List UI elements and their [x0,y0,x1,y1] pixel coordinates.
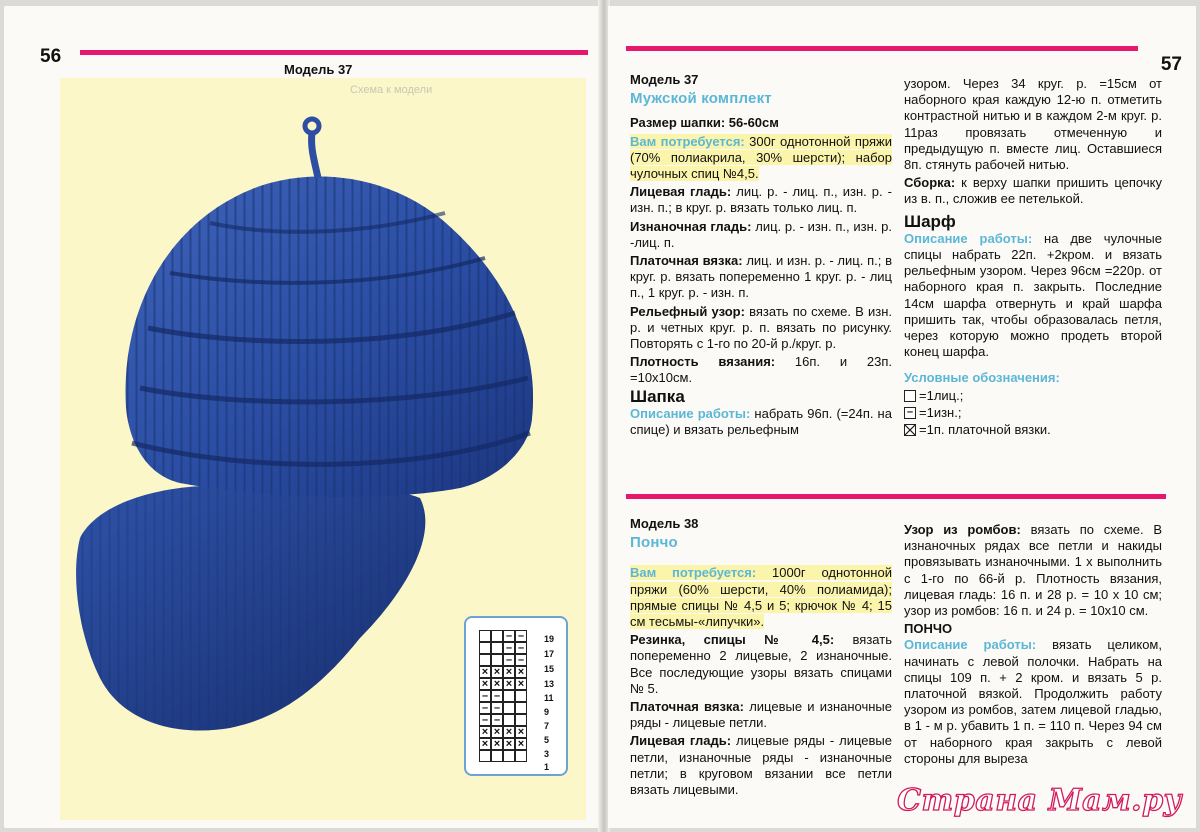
poncho-heading: ПОНЧО [904,621,953,637]
chart-row-number: 19 [544,634,555,644]
diamond-label: Узор из ромбов: [904,522,1021,537]
legend-knit-text: =1лиц.; [919,387,964,403]
needs-text: 300г однотонной пряжи (70% полиакрила, 30% шерсти); набор чулочных спиц №4,5. [630,133,892,182]
relief-pattern-label: Рельефный узор: [630,303,745,319]
hat-work-label: Описание работы: [630,405,751,421]
legend-purl-symbol: – [904,407,916,419]
front-stitch-text: лиц. р. - лиц. п., изн. р. - изн. п.; в круг. р. вязать только лиц. п. [630,184,892,216]
diamond-text: вязать по схеме. В изнаночных рядах все петли и накиды провязывать изнаночными. 1 х выполнить с 1-го по 66-й р. Плотность вязания, лицевая гладь: 16 п. и 28 р. = 10 х 10 см; узор из ромбов: 16 п. и 24 р. = 10х10 см. [904,522,1162,619]
poncho-front-text: лицевые ряды - лицевые петли, изнаночные ряды - изнаночные петли; в круговом вязании все петли вязать лицевыми. [630,733,892,798]
reverse-stitch-label: Изнаночная гладь: [630,218,752,234]
scarf-heading: Шарф [904,211,956,231]
gauge-text: 16п. и 23п. =10х10см. [630,354,892,386]
chart-row-number: 1 [544,762,550,772]
garter-stitch-label: Платочная вязка: [630,253,743,269]
page-number-left: 56 [40,46,62,67]
rib-text: вязать попеременно 2 лицевые, 2 изнаночные. Все последующие узоры вязать спицами № 5. [630,632,892,696]
poncho-work-label: Описание работы: [904,637,1037,653]
model38-title: Пончо [630,534,678,552]
assembly-text: к верху шапки пришить цепочку из в. п., сложив ее петелькой. [904,175,1162,207]
model37-col-2 [904,76,1162,438]
page-number-right: 57 [1160,54,1182,75]
model38-col-1 [630,516,892,800]
assembly-label: Сборка: [904,175,956,191]
page-header-rule [626,46,1138,51]
model37-title: Мужской комплект [630,90,772,108]
chart-row-number: 3 [544,749,550,759]
page-header-rule [80,50,588,55]
garter-stitch-text: лиц. и изн. р. - лиц. п.; в круг. р. вязать попеременно 1 круг. р. - лиц п., 1 круг. р. - изн. п. [630,253,892,301]
model-caption: Модель 37 [284,62,353,77]
model37-header: Модель 37 [630,72,699,87]
poncho-work-text: вязать целиком, начинать с левой полочки. Набрать на спицы 109 п. + 2 кром. и вязать 5 р. платочной вязкой. Продолжить работу узором из ромбов, затем лицевой гладью, в 1 - м р. убавить 1 п. = 110 п. Через 94 см от наборного края закрыть с левой стороны для выреза [904,637,1162,766]
legend-purl [904,405,1162,421]
ghost-text: Схема к модели [350,84,433,96]
front-stitch-label: Лицевая гладь: [630,184,732,200]
poncho-garter-label: Платочная вязка: [630,699,744,715]
photo-panel [60,78,586,820]
legend-garter-symbol [904,424,916,436]
poncho-front-label: Лицевая гладь: [630,733,732,749]
legend-garter [904,422,1162,438]
hat-size: Размер шапки: 56-60см [630,115,779,131]
hat-work-continued: узором. Через 34 круг. р. =15см от наборного края каждую 12-ю п. отметить контрастной нитью и в каждом 2-м круг. р. 11раз провязать отмеченную и предыдущую п. вместе лиц. Оставшиеся 8п. стянуть рабочей нитью. [904,76,1162,173]
model38-col-2 [904,522,1162,769]
model37-col-1 [630,72,892,440]
poncho-needs-text: 1000г однотонной пряжи (60% шерсти, 40% полиамида); прямые спицы № 4,5 и 5; крючок № 4; 15 см тесьмы-«липучки». [630,565,892,630]
gauge-label: Плотность вязания: [630,354,776,370]
watermark: Страна Мам.ру [897,783,1182,818]
poncho-garter-text: лицевые и изнаночные ряды - лицевые петли. [630,699,892,731]
legend-knit [904,388,1162,404]
scarf-work-label: Описание работы: [904,230,1033,246]
hat-work-text: набрать 96п. (=24п. на спице) и вязать рельефным [630,405,892,438]
poncho-needs-label: Вам потребуется: [630,565,757,581]
reverse-stitch-text: лиц. р. - изн. п., изн. р. -лиц. п. [630,218,892,250]
chart-row-number: 9 [544,707,550,717]
chart-row-number: 13 [544,679,555,689]
rib-label: Резинка, спицы № 4,5: [630,632,835,648]
hat-heading: Шапка [630,386,685,406]
legend-title: Условные обозначения: [904,370,1060,386]
chart-row-number: 17 [544,649,555,659]
legend-purl-text: =1изн.; [919,404,962,420]
stitch-chart: – – – – – – × × × × × × × × – – – – – – × × × × × × × × 19 17 15 13 11 9 7 5 3 1 [464,616,568,776]
right-page [608,6,1196,828]
relief-pattern-text: вязать по схеме. В изн. р. и четных круг. р. п. вязать по рисунку. Повторять с 1-го по 20-й р./круг. р. [630,303,892,352]
scarf-work-text: на две чулочные спицы набрать 22п. +2кром. и вязать рельефным узором. Через 96см =220р. от наборного края п. закрыть. Последние 14см шарфа отвернуть и край шарфа пришить так, чтобы образовалась петля, через которую можно продеть второй конец шарфа. [904,230,1162,360]
chart-row-number: 15 [544,664,555,674]
legend-knit-symbol [904,390,916,402]
model38-header: Модель 38 [630,516,699,531]
left-page [4,6,602,828]
chart-row-number: 5 [544,735,550,745]
chart-row-number: 7 [544,721,550,731]
legend-garter-text: =1п. платочной вязки. [919,422,1051,438]
chart-row-number: 11 [544,693,554,703]
needs-label: Вам потребуется: [630,133,745,149]
section-divider-rule [626,494,1166,499]
